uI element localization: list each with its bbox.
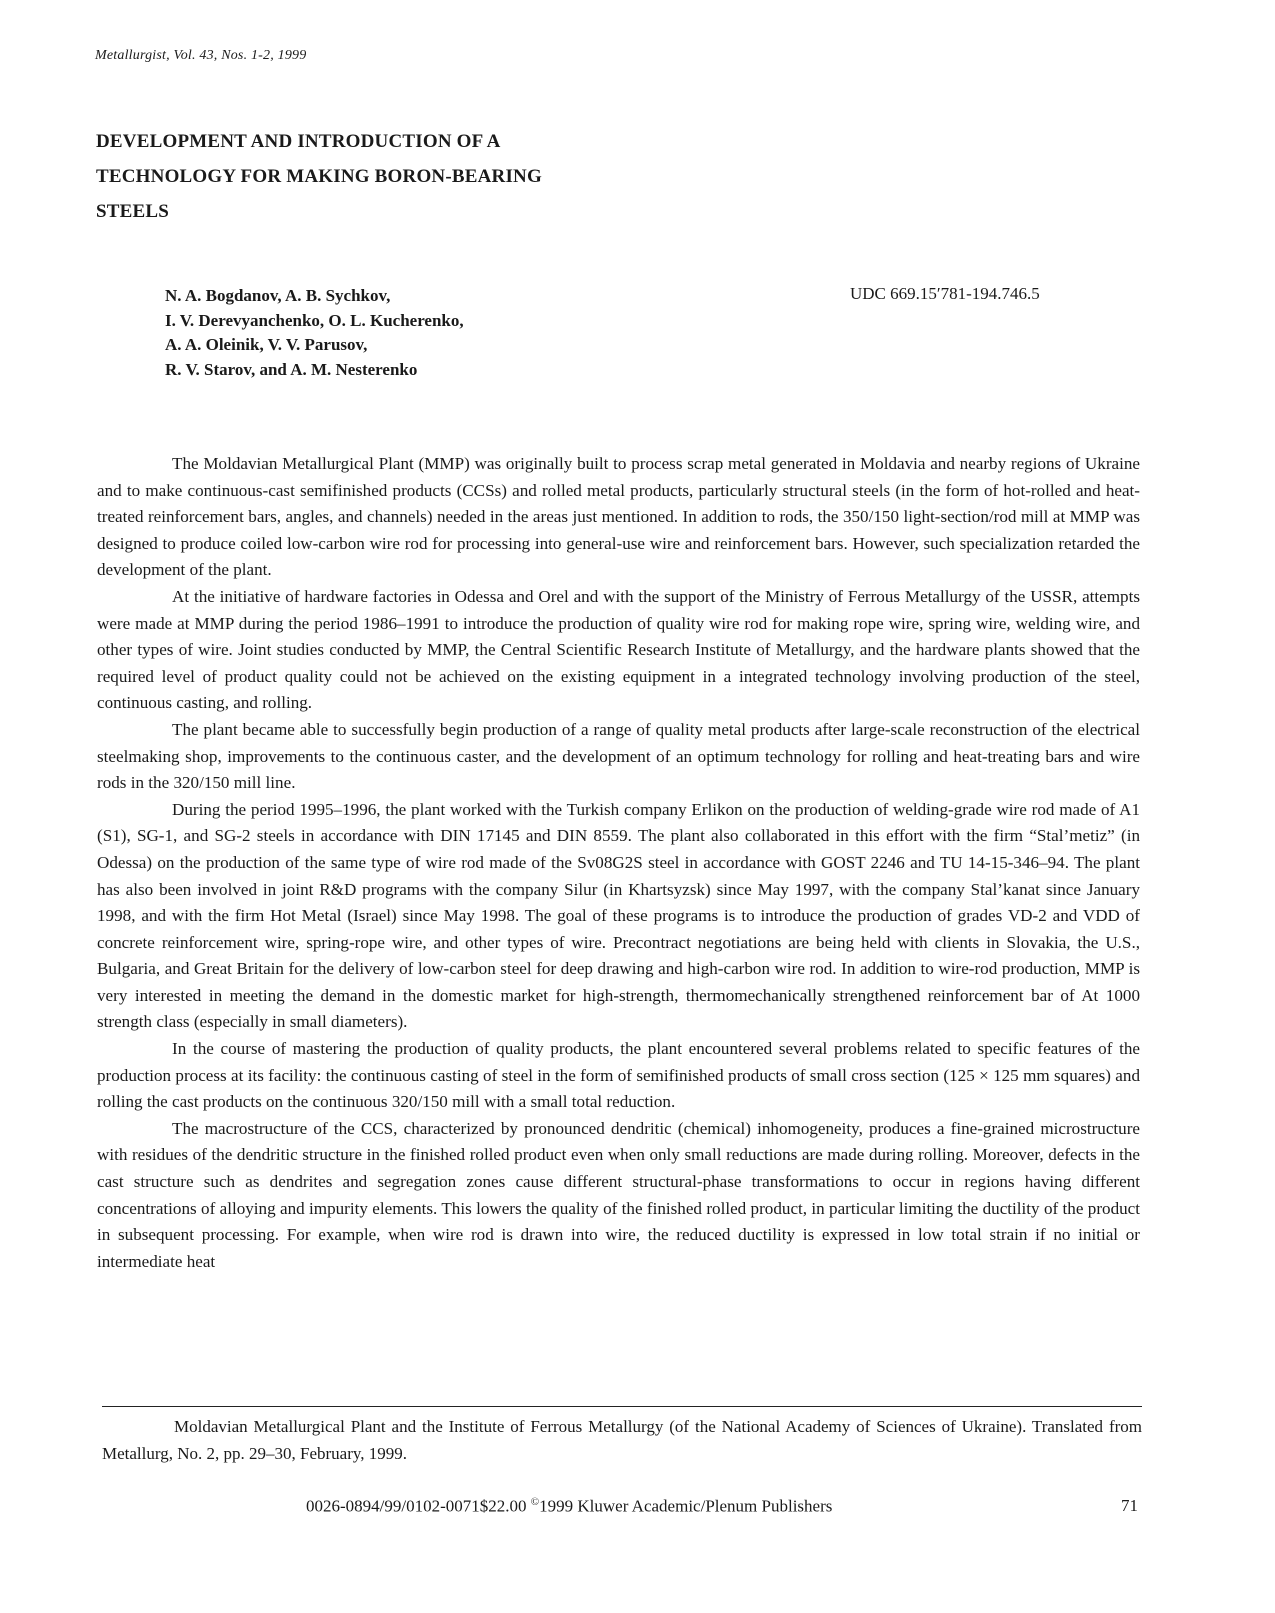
journal-citation: Metallurgist, Vol. 43, Nos. 1-2, 1999 [95,48,307,63]
article-code: 0026-0894/99/0102-0071$22.00 [306,1496,531,1516]
copyright-line [306,1496,832,1517]
article-body [97,451,1140,1275]
author-list [165,284,464,382]
page-footer [0,1496,1275,1522]
footnote-divider [102,1406,1142,1407]
title-line: TECHNOLOGY FOR MAKING BORON-BEARING [96,166,542,187]
body-paragraph: At the initiative of hardware factories in Odessa and Orel and with the support of the Ministry of Ferrous Metallurgy of the USSR, attempts were made at MMP during the period 1986–1991 to introduce the production of quality wire rod for making rope wire, spring wire, welding wire, and other types of wire. Joint studies conducted by MMP, the Central Scientific Research Institute of Metallurgy, and the hardware plants showed that the required level of product quality could not be achieved on the existing equipment in a integrated technology involving production of the steel, continuous casting, and rolling. [97,586,1140,713]
author-line: R. V. Starov, and A. M. Nesterenko [165,359,418,379]
title-line: STEELS [96,201,170,222]
article-title [96,124,736,229]
body-paragraph: During the period 1995–1996, the plant worked with the Turkish company Erlikon on the production of welding-grade wire rod made of A1 (S1), SG-1, and SG-2 steels in accordance with DIN 17145 and DIN 8559. The plant also collaborated in this effort with the firm “Stal’metiz” (in Odessa) on the production of the same type of wire rod made of the Sv08G2S steel in accordance with GOST 2246 and TU 14-15-346–94. The plant has also been involved in joint R&D programs with the company Silur (in Khartsyzsk) since May 1997, with the company Stal’kanat since January 1998, and with the firm Hot Metal (Israel) since May 1998. The goal of these programs is to introduce the production of grades VD-2 and VDD of concrete reinforcement wire, spring-rope wire, and other types of wire. Precontract negotiations are being held with clients in Slovakia, the U.S., Bulgaria, and Great Britain for the delivery of low-carbon steel for deep drawing and high-carbon wire rod. In addition to wire-rod production, MMP is very interested in meeting the demand in the domestic market for high-strength, thermomechanically strengthened reinforcement bar of At 1000 strength class (especially in small diameters). [97,799,1140,1032]
author-line: A. A. Oleinik, V. V. Parusov, [165,335,368,354]
body-paragraph: In the course of mastering the production of quality products, the plant encountered several problems related to specific features of the production process at its facility: the continuous casting of steel in the form of semifinished products of small cross section (125 × 125 mm squares) and rolling the cast products on the continuous 320/150 mill with a small total reduction. [97,1039,1140,1112]
affiliation-footnote: Moldavian Metallurgical Plant and the Institute of Ferrous Metallurgy (of the National Academy of Sciences of Ukraine). Translated from Metallurg, No. 2, pp. 29–30, February, 1999. [102,1417,1142,1463]
body-paragraph: The Moldavian Metallurgical Plant (MMP) was originally built to process scrap metal generated in Moldavia and nearby regions of Ukraine and to make continuous-cast semifinished products (CCSs) and rolled metal products, particularly structural steels (in the form of hot-rolled and heat-treated reinforcement bars, angles, and channels) needed in the areas just mentioned. In addition to rods, the 350/150 light-section/rod mill at MMP was designed to produce coiled low-carbon wire rod for processing into general-use wire and reinforcement bars. However, such specialization retarded the development of the plant. [97,454,1140,580]
copyright-symbol: © [530,1496,540,1508]
author-line: N. A. Bogdanov, A. B. Sychkov, [165,286,391,305]
author-line: I. V. Derevyanchenko, O. L. Kucherenko, [165,310,464,330]
title-line: DEVELOPMENT AND INTRODUCTION OF A [96,131,501,152]
body-paragraph: The macrostructure of the CCS, characterized by pronounced dendritic (chemical) inhomogeneity, produces a fine-grained microstructure with residues of the dendritic structure in the finished rolled product even when only small reductions are made during rolling. Moreover, defects in the cast structure such as dendrites and segregation zones cause different structural-phase transformations to occur in regions having different concentrations of alloying and impurity elements. This lowers the quality of the finished rolled product, in particular limiting the ductility of the product in subsequent processing. For example, when wire rod is drawn into wire, the reduced ductility is expressed in low total strain if no initial or intermediate heat [97,1118,1140,1271]
body-paragraph: The plant became able to successfully begin production of a range of quality metal products after large-scale reconstruction of the electrical steelmaking shop, improvements to the continuous caster, and the development of an optimum technology for rolling and heat-treating bars and wire rods in the 320/150 mill line. [97,719,1140,793]
page-number: 71 [1121,1496,1138,1515]
udc-code: UDC 669.15′781-194.746.5 [850,284,1040,303]
publisher: 1999 Kluwer Academic/Plenum Publishers [539,1496,833,1516]
